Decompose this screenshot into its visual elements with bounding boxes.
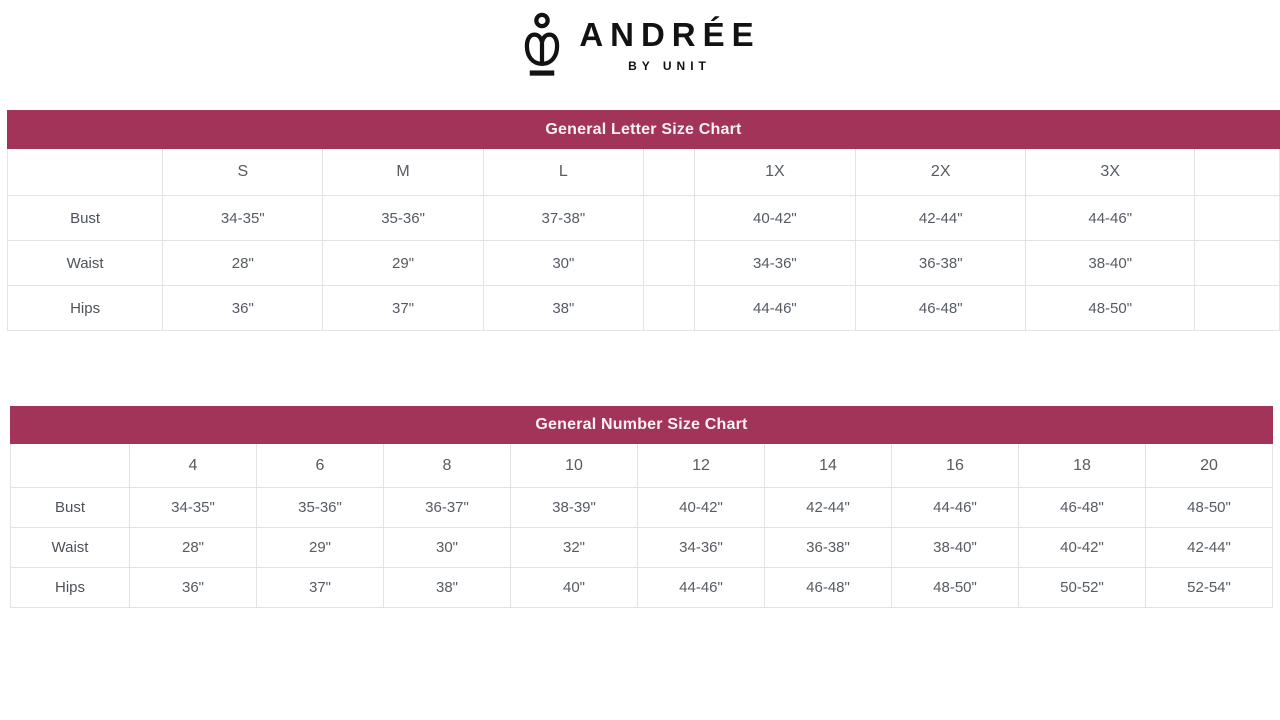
row-label: Bust <box>11 488 130 528</box>
table-row <box>11 528 1273 568</box>
row-label: Waist <box>11 528 130 568</box>
size-cell: 36" <box>130 568 257 608</box>
row-label: Hips <box>8 286 163 331</box>
size-cell: 50-52" <box>1019 568 1146 608</box>
size-cell: 35-36" <box>257 488 384 528</box>
size-cell: 46-48" <box>1019 488 1146 528</box>
number-size-chart-table <box>10 406 1273 608</box>
col-header: 12 <box>638 444 765 488</box>
col-header: 2X <box>856 149 1026 196</box>
col-header: 20 <box>1146 444 1273 488</box>
col-header: 10 <box>511 444 638 488</box>
col-header: 16 <box>892 444 1019 488</box>
size-cell: 44-46" <box>1026 196 1195 241</box>
size-cell: 35-36" <box>323 196 483 241</box>
size-cell: 38-40" <box>1026 241 1195 286</box>
col-header: M <box>323 149 483 196</box>
size-cell: 38" <box>483 286 643 331</box>
col-header: 3X <box>1026 149 1195 196</box>
col-header: S <box>163 149 323 196</box>
brand-wordmark <box>576 17 760 72</box>
size-cell: 48-50" <box>1146 488 1273 528</box>
table-row <box>11 568 1273 608</box>
size-cell: 42-44" <box>856 196 1026 241</box>
table-title: General Letter Size Chart <box>8 111 1280 149</box>
size-cell: 44-46" <box>638 568 765 608</box>
col-header: 14 <box>765 444 892 488</box>
size-cell: 52-54" <box>1146 568 1273 608</box>
size-cell: 36-38" <box>856 241 1026 286</box>
size-cell: 46-48" <box>765 568 892 608</box>
size-cell: 38-39" <box>511 488 638 528</box>
size-cell: 28" <box>163 241 323 286</box>
size-cell: 29" <box>257 528 384 568</box>
size-cell: 37" <box>257 568 384 608</box>
col-header: 1X <box>694 149 855 196</box>
size-cell <box>1195 241 1280 286</box>
table-row <box>8 196 1280 241</box>
col-header <box>643 149 694 196</box>
col-header: 8 <box>384 444 511 488</box>
size-cell: 38" <box>384 568 511 608</box>
tulip-icon <box>519 12 565 78</box>
size-cell: 42-44" <box>765 488 892 528</box>
size-cell: 36-37" <box>384 488 511 528</box>
size-cell: 44-46" <box>694 286 855 331</box>
size-cell: 36-38" <box>765 528 892 568</box>
table-row <box>8 241 1280 286</box>
col-header: 4 <box>130 444 257 488</box>
row-label: Bust <box>8 196 163 241</box>
col-header <box>1195 149 1280 196</box>
size-cell: 30" <box>384 528 511 568</box>
col-header: L <box>483 149 643 196</box>
size-cell: 44-46" <box>892 488 1019 528</box>
size-cell: 28" <box>130 528 257 568</box>
size-cell: 40-42" <box>638 488 765 528</box>
size-cell: 46-48" <box>856 286 1026 331</box>
size-cell: 29" <box>323 241 483 286</box>
table-title: General Number Size Chart <box>11 407 1273 444</box>
size-cell: 40" <box>511 568 638 608</box>
row-label: Hips <box>11 568 130 608</box>
size-cell <box>643 286 694 331</box>
table-row <box>11 488 1273 528</box>
size-cell: 30" <box>483 241 643 286</box>
size-cell <box>1195 286 1280 331</box>
row-label: Waist <box>8 241 163 286</box>
size-cell <box>643 241 694 286</box>
size-cell: 34-36" <box>694 241 855 286</box>
size-cell: 34-35" <box>163 196 323 241</box>
size-cell <box>1195 196 1280 241</box>
size-cell: 38-40" <box>892 528 1019 568</box>
size-cell: 48-50" <box>892 568 1019 608</box>
size-cell: 34-35" <box>130 488 257 528</box>
col-header: 18 <box>1019 444 1146 488</box>
size-cell: 34-36" <box>638 528 765 568</box>
size-cell: 40-42" <box>694 196 855 241</box>
size-cell <box>643 196 694 241</box>
size-cell: 40-42" <box>1019 528 1146 568</box>
corner-cell <box>8 149 163 196</box>
size-cell: 37" <box>323 286 483 331</box>
corner-cell <box>11 444 130 488</box>
brand-name: ANDRÉE <box>579 16 761 54</box>
size-cell: 32" <box>511 528 638 568</box>
brand-tagline: BY UNIT <box>628 58 711 73</box>
size-cell: 42-44" <box>1146 528 1273 568</box>
brand-logo <box>0 12 1280 78</box>
size-cell: 48-50" <box>1026 286 1195 331</box>
col-header: 6 <box>257 444 384 488</box>
size-cell: 36" <box>163 286 323 331</box>
letter-size-chart-table <box>7 110 1280 331</box>
table-row <box>8 286 1280 331</box>
size-cell: 37-38" <box>483 196 643 241</box>
